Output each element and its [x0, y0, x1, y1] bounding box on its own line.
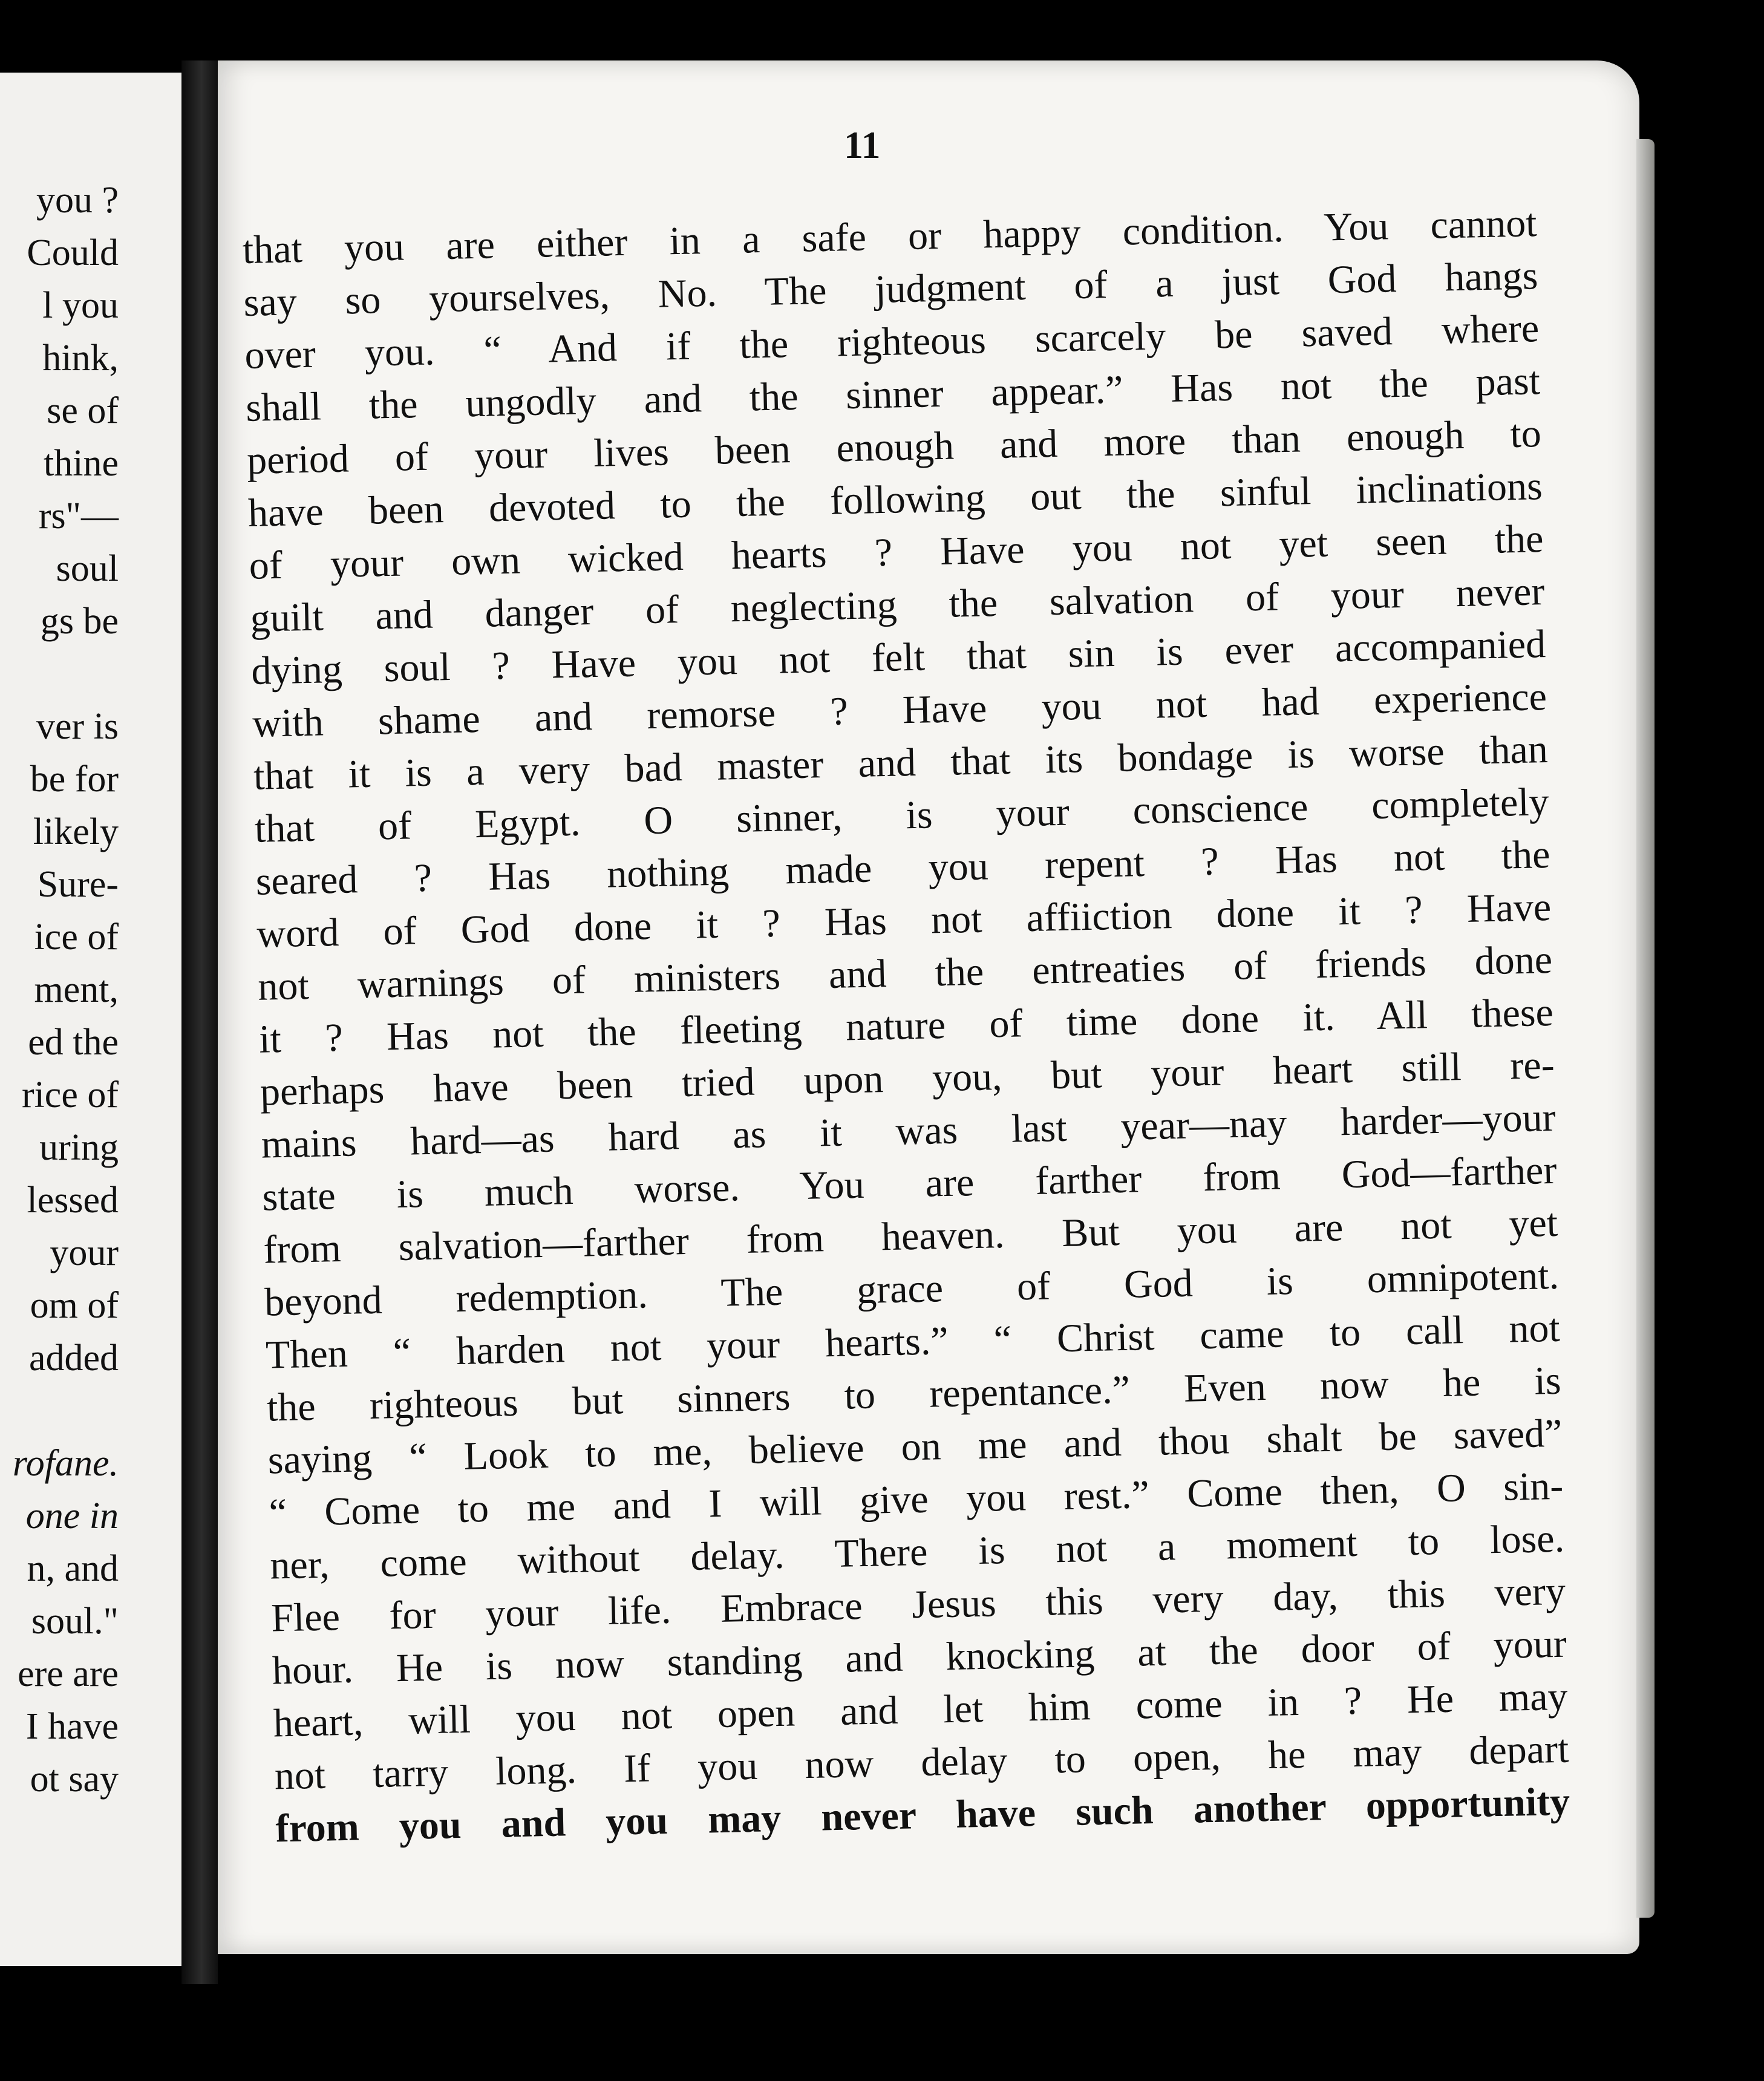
- text-line: from you and you may never have such another opportunity: [275, 1779, 1570, 1851]
- text-line: not warnings of ministers and the entreaties of friends done: [257, 937, 1553, 1009]
- text-line: guilt and danger of neglecting the salvation of your never: [249, 569, 1545, 641]
- left-page-line: Sure-: [37, 864, 119, 905]
- text-line: beyond redemption. The grace of God is omnipotent.: [264, 1253, 1560, 1325]
- left-page-line: I have: [25, 1706, 119, 1747]
- left-page-line: l you: [42, 285, 119, 326]
- text-line: perhaps have been tried upon you, but your heart still re-: [260, 1042, 1555, 1114]
- text-line: say so yourselves, No. The judgment of a just God hangs: [243, 253, 1539, 325]
- left-page-line: your: [50, 1232, 119, 1273]
- left-page-line: likely: [33, 811, 119, 852]
- text-line: the righteous but sinners to repentance.” Even now he is: [266, 1358, 1562, 1430]
- text-line: that it is a very bad master and that its bondage is worse than: [253, 727, 1549, 799]
- left-page-line: soul.": [31, 1601, 119, 1642]
- text-line: have been devoted to the following out the sinful inclinations: [247, 464, 1543, 535]
- text-line: period of your lives been enough and more than enough to: [246, 411, 1542, 483]
- text-line: that of Egypt. O sinner, is your conscience completely: [254, 779, 1550, 851]
- left-page-line: ment,: [34, 969, 119, 1010]
- text-line: hour. He is now standing and knocking at the door of your: [272, 1621, 1567, 1693]
- text-line: with shame and remorse ? Have you not had experience: [252, 675, 1547, 746]
- body-text: [242, 197, 1570, 1855]
- left-page-line: ver is: [36, 706, 119, 747]
- left-page-line: rice of: [21, 1074, 119, 1116]
- left-page-line: Could: [27, 232, 119, 273]
- text-line: from salvation—farther from heaven. But you are not yet: [263, 1200, 1558, 1272]
- text-line: shall the ungodly and the sinner appear.” Has not the past: [245, 359, 1541, 430]
- text-line: “ Come to me and I will give you rest.” Come then, O sin-: [268, 1463, 1564, 1535]
- left-page-line: be for: [30, 759, 119, 800]
- text-line: heart, will you not open and let him come in ? He may: [273, 1674, 1569, 1746]
- page-edge: [1636, 139, 1655, 1918]
- text-line: Flee for your life. Embrace Jesus this very day, this very: [270, 1569, 1566, 1641]
- left-page-line: se of: [47, 390, 119, 431]
- text-line: Then “ harden not your hearts.” “ Christ came to call not: [265, 1305, 1561, 1377]
- left-page-line: ed the: [28, 1022, 119, 1063]
- left-page-line: rofane.: [12, 1443, 119, 1484]
- left-page-line: hink,: [42, 338, 119, 379]
- left-page-line: ot say: [30, 1759, 119, 1800]
- text-line: seared ? Has nothing made you repent ? Has not the: [255, 832, 1551, 904]
- left-page-line: lessed: [27, 1180, 119, 1221]
- left-page-line: om of: [30, 1285, 119, 1326]
- page-number: 11: [844, 123, 881, 166]
- left-page-line: uring: [39, 1127, 119, 1168]
- left-page-line: added: [28, 1338, 119, 1379]
- text-line: dying soul ? Have you not felt that sin is ever accompanied: [250, 622, 1546, 693]
- left-page: [0, 73, 184, 1966]
- text-line: mains hard—as hard as it was last year—nay harder—your: [261, 1095, 1557, 1167]
- text-line: of your own wicked hearts ? Have you not yet seen the: [249, 517, 1544, 588]
- text-line: saying “ Look to me, believe on me and thou shalt be saved”: [267, 1411, 1563, 1483]
- left-page-line: rs"—: [38, 495, 119, 537]
- left-page-line: soul: [56, 548, 119, 589]
- text-line: ner, come without delay. There is not a moment to lose.: [269, 1516, 1565, 1588]
- left-page-line: one in: [25, 1495, 119, 1537]
- text-line: not tarry long. If you now delay to open, he may depart: [273, 1727, 1570, 1798]
- text-line: state is much worse. You are farther from God—farther: [261, 1148, 1558, 1220]
- text-line: word of God done it ? Has not affiiction done it ? Have: [256, 884, 1552, 956]
- left-page-line: ere are: [18, 1653, 119, 1694]
- text-line: that you are either in a safe or happy condition. You cannot: [242, 201, 1538, 272]
- left-page-line: ice of: [34, 916, 119, 958]
- left-page-line: n, and: [27, 1548, 119, 1589]
- text-line: over you. “ And if the righteous scarcely be saved where: [244, 306, 1540, 377]
- left-page-line: thine: [44, 443, 119, 484]
- left-page-line: gs be: [40, 601, 119, 642]
- book-gutter: [181, 60, 218, 1984]
- text-line: it ? Has not the fleeting nature of time done it. All these: [258, 990, 1554, 1062]
- left-page-line: you ?: [36, 180, 119, 221]
